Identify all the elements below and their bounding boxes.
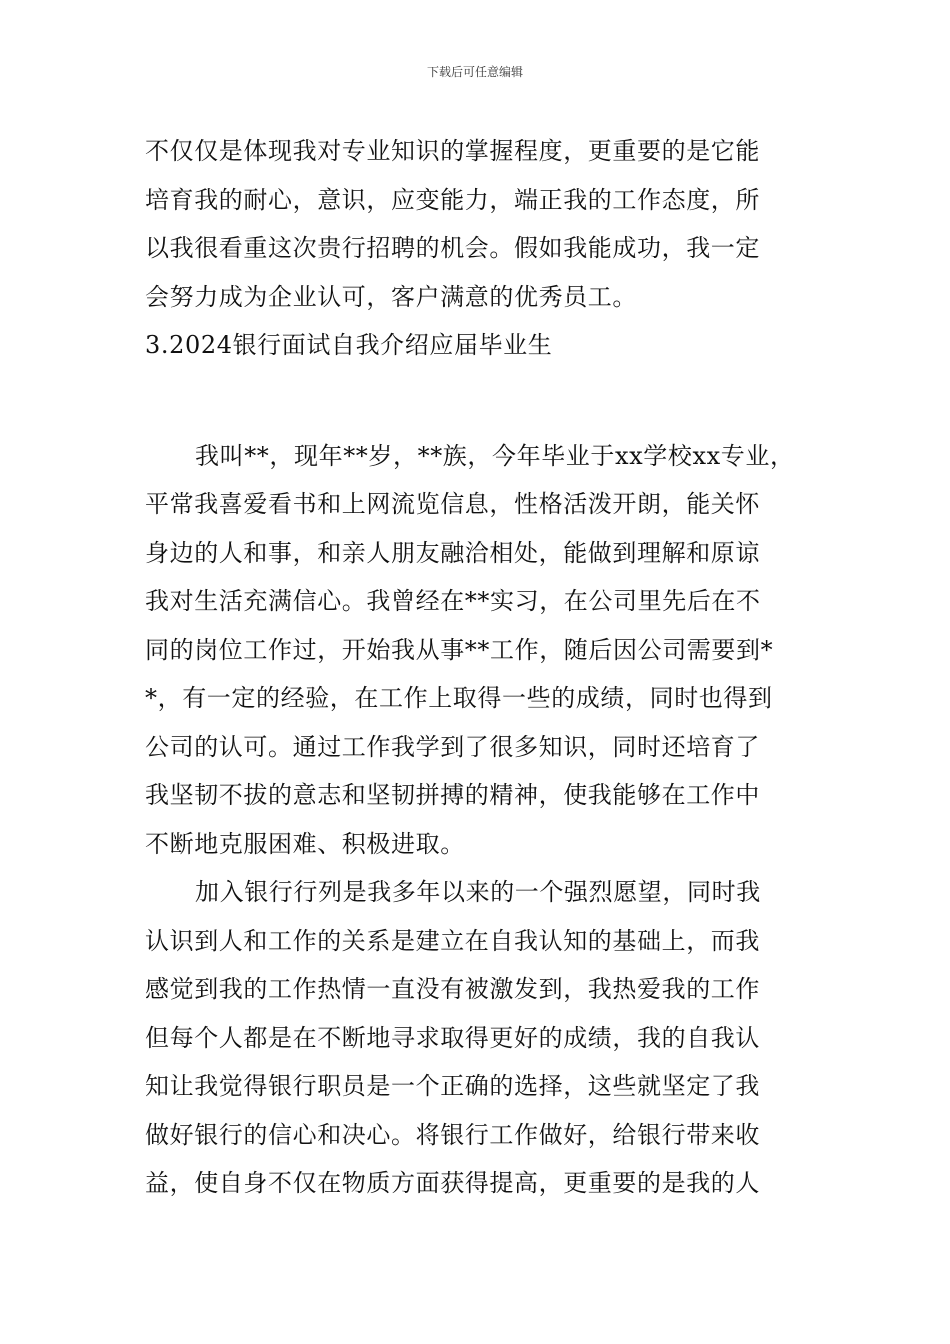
spacer xyxy=(145,370,825,432)
section-heading: 3.2024银行面试自我介绍应届毕业生 xyxy=(145,331,553,359)
text-line: 会努力成为企业认可，客户满意的优秀员工。 xyxy=(145,282,637,311)
text-line: 不断地克服困难、积极进取。 xyxy=(145,829,465,858)
paragraph-2 xyxy=(145,868,825,1208)
text-line: 以我很看重这次贵行招聘的机会。假如我能成功，我一定 xyxy=(145,234,760,262)
text-line: 我叫**，现年**岁，**族，今年毕业于xx学校xx专业， xyxy=(195,441,795,470)
text-line: 加入银行行列是我多年以来的一个强烈愿望，同时我 xyxy=(195,878,761,906)
text-line: 认识到人和工作的关系是建立在自我认知的基础上，而我 xyxy=(145,926,760,955)
text-line: 公司的认可。通过工作我学到了很多知识，同时还培育了 xyxy=(145,732,760,761)
text-line: 感觉到我的工作热情一直没有被激发到，我热爱我的工作 xyxy=(145,975,760,1003)
text-line: 平常我喜爱看书和上网流览信息，性格活泼开朗，能关怀 xyxy=(145,490,760,518)
paragraph-1 xyxy=(145,432,825,869)
text-line: 我坚韧不拔的意志和坚韧拼搏的精神，使我能够在工作中 xyxy=(145,781,760,809)
paragraph-intro xyxy=(145,127,825,321)
document-body xyxy=(145,127,825,1208)
text-line: 身边的人和事，和亲人朋友融洽相处，能做到理解和原谅 xyxy=(145,538,760,567)
text-line: 我对生活充满信心。我曾经在**实习，在公司里先后在不 xyxy=(145,587,761,615)
text-line: 不仅仅是体现我对专业知识的掌握程度，更重要的是它能 xyxy=(145,137,760,165)
text-line: 做好银行的信心和决心。将银行工作做好，给银行带来收 xyxy=(145,1120,760,1149)
text-line: *，有一定的经验，在工作上取得一些的成绩，同时也得到 xyxy=(145,684,773,712)
text-line: 但每个人都是在不断地寻求取得更好的成绩，我的自我认 xyxy=(145,1023,760,1052)
text-line: 知让我觉得银行职员是一个正确的选择，这些就坚定了我 xyxy=(145,1072,760,1100)
text-line: 同的岗位工作过，开始我从事**工作，随后因公司需要到* xyxy=(145,635,774,664)
text-line: 益，使自身不仅在物质方面获得提高，更重要的是我的人 xyxy=(145,1169,760,1197)
text-line: 培育我的耐心，意识，应变能力，端正我的工作态度，所 xyxy=(145,185,760,214)
page-header: 下载后可任意编辑 xyxy=(426,65,523,79)
